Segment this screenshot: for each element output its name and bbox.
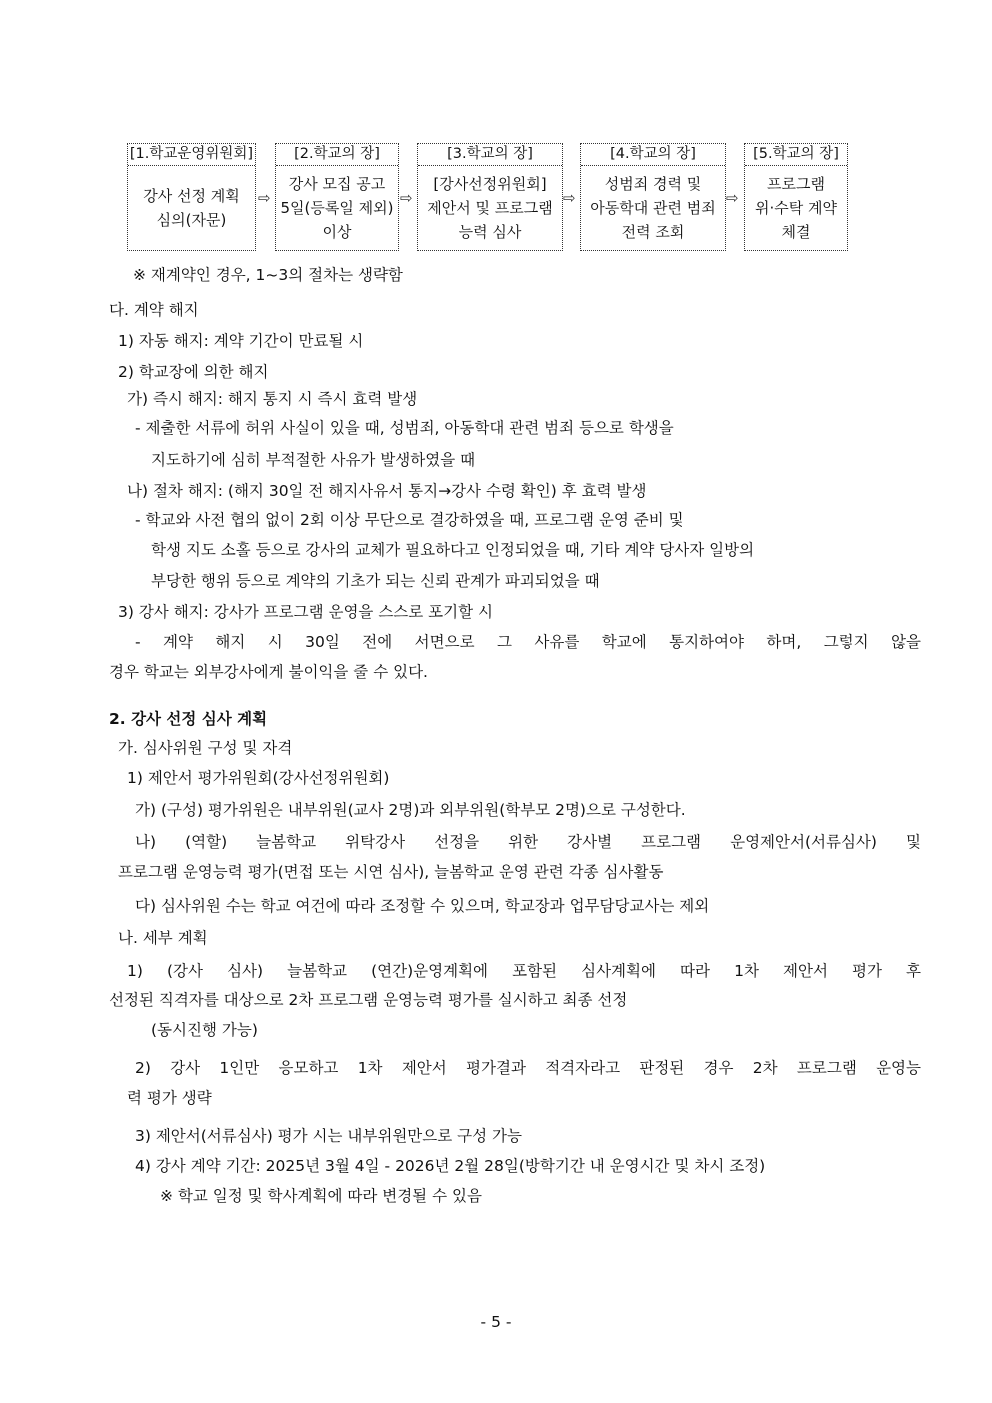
text-line: 2) 학교장에 의한 해지 bbox=[118, 363, 269, 381]
text-line: 선정된 직격자를 대상으로 2차 프로그램 운영능력 평가를 실시하고 최종 선정 bbox=[109, 991, 628, 1009]
text-line: 지도하기에 심히 부적절한 사유가 발생하였을 때 bbox=[151, 451, 476, 469]
flow-step-line: 체결 bbox=[781, 222, 811, 241]
flow-step-header: [4.학교의 장] bbox=[581, 144, 725, 166]
text-line: 학생 지도 소홀 등으로 강사의 교체가 필요하다고 인정되었을 때, 기타 계약 당사자 일방의 bbox=[151, 541, 755, 559]
flow-step-line: 강사 선정 계획 bbox=[143, 186, 240, 205]
text-line: 나) 절차 해지: (해지 30일 전 해지사유서 통지→강사 수령 확인) 후 효력 발생 bbox=[127, 482, 647, 500]
flow-step-line: 이상 bbox=[322, 222, 352, 241]
text-line: - 제출한 서류에 허위 사실이 있을 때, 성범죄, 아동학대 관련 범죄 등으로 학생을 bbox=[135, 419, 674, 437]
flow-step-5 bbox=[744, 143, 848, 251]
flow-step-line: 성범죄 경력 및 bbox=[604, 174, 702, 193]
text-line: 3) 제안서(서류심사) 평가 시는 내부위원만으로 구성 가능 bbox=[135, 1127, 522, 1145]
arrow-right-icon: ⇨ bbox=[563, 189, 576, 207]
flowchart-note: ※ 재계약인 경우, 1~3의 절차는 생략함 bbox=[133, 266, 403, 284]
text-line: 1) 제안서 평가위원회(강사선정위원회) bbox=[127, 769, 390, 787]
flow-step-3 bbox=[417, 143, 563, 251]
flow-step-line: 능력 심사 bbox=[458, 222, 522, 241]
text-line: 3) 강사 해지: 강사가 프로그램 운영을 스스로 포기할 시 bbox=[118, 603, 493, 621]
text-line: 나) (역할) 늘봄학교 위탁강사 선정을 위한 강사별 프로그램 운영제안서(서류심사) 및 bbox=[135, 833, 921, 851]
section-heading: 2. 강사 선정 심사 계획 bbox=[109, 710, 268, 728]
text-line: - 계약 해지 시 30일 전에 서면으로 그 사유를 학교에 통지하여야 하며, 그렇지 않을 bbox=[135, 633, 921, 651]
flow-step-line: 위·수탁 계약 bbox=[755, 198, 837, 217]
text-line: 2) 강사 1인만 응모하고 1차 제안서 평가결과 적격자라고 판정된 경우 2차 프로그램 운영능 bbox=[135, 1059, 921, 1077]
section-heading: 다. 계약 해지 bbox=[109, 301, 199, 319]
flow-step-4 bbox=[580, 143, 726, 251]
text-line: 가. 심사위원 구성 및 자격 bbox=[118, 739, 293, 757]
text-line: 나. 세부 계획 bbox=[118, 929, 208, 947]
text-line: 1) (강사 심사) 늘봄학교 (연간)운영계획에 포함된 심사계획에 따라 1차 제안서 평가 후 bbox=[127, 962, 921, 980]
flow-step-header: [5.학교의 장] bbox=[745, 144, 847, 166]
text-line: 경우 학교는 외부강사에게 불이익을 줄 수 있다. bbox=[109, 663, 428, 681]
flow-step-line: 심의(자문) bbox=[156, 210, 227, 229]
arrow-right-icon: ⇨ bbox=[258, 189, 271, 207]
text-line: 프로그램 운영능력 평가(면접 또는 시연 심사), 늘봄학교 운영 관련 각종 심사활동 bbox=[118, 863, 664, 881]
flow-step-1 bbox=[127, 143, 256, 251]
text-line: 1) 자동 해지: 계약 기간이 만료될 시 bbox=[118, 332, 364, 350]
flow-step-header: [1.학교운영위원회] bbox=[128, 144, 255, 166]
text-line: ※ 학교 일정 및 학사계획에 따라 변경될 수 있음 bbox=[160, 1187, 482, 1205]
text-line: 다) 심사위원 수는 학교 여건에 따라 조정할 수 있으며, 학교장과 업무담당교사는 제외 bbox=[135, 897, 710, 915]
text-line: 력 평가 생략 bbox=[127, 1089, 212, 1107]
text-line: 4) 강사 계약 기간: 2025년 3월 4일 - 2026년 2월 28일(방학기간 내 운영시간 및 차시 조정) bbox=[135, 1157, 766, 1175]
text-line: 부당한 행위 등으로 계약의 기초가 되는 신뢰 관계가 파괴되었을 때 bbox=[151, 572, 600, 590]
arrow-right-icon: ⇨ bbox=[726, 189, 739, 207]
flow-step-line: 제안서 및 프로그램 bbox=[427, 198, 553, 217]
flow-step-header: [3.학교의 장] bbox=[418, 144, 562, 166]
flow-step-line: [강사선정위원회] bbox=[433, 174, 547, 193]
arrow-right-icon: ⇨ bbox=[400, 189, 413, 207]
text-line: 가) (구성) 평가위원은 내부위원(교사 2명)과 외부위원(학부모 2명)으로 구성한다. bbox=[135, 801, 686, 819]
text-line: 가) 즉시 해지: 해지 통지 시 즉시 효력 발생 bbox=[127, 390, 418, 408]
flow-step-line: 아동학대 관련 범죄 bbox=[590, 198, 716, 217]
flow-step-line: 전력 조회 bbox=[621, 222, 685, 241]
flow-step-line: 프로그램 bbox=[767, 174, 825, 193]
flow-step-line: 5일(등록일 제외) bbox=[280, 198, 394, 217]
flow-step-line: 강사 모집 공고 bbox=[288, 174, 386, 193]
flow-step-header: [2.학교의 장] bbox=[276, 144, 398, 166]
flow-step-2 bbox=[275, 143, 399, 251]
text-line: (동시진행 가능) bbox=[151, 1021, 258, 1039]
text-line: - 학교와 사전 협의 없이 2회 이상 무단으로 결강하였을 때, 프로그램 운영 준비 및 bbox=[135, 511, 684, 529]
page-number: - 5 - bbox=[480, 1313, 512, 1331]
